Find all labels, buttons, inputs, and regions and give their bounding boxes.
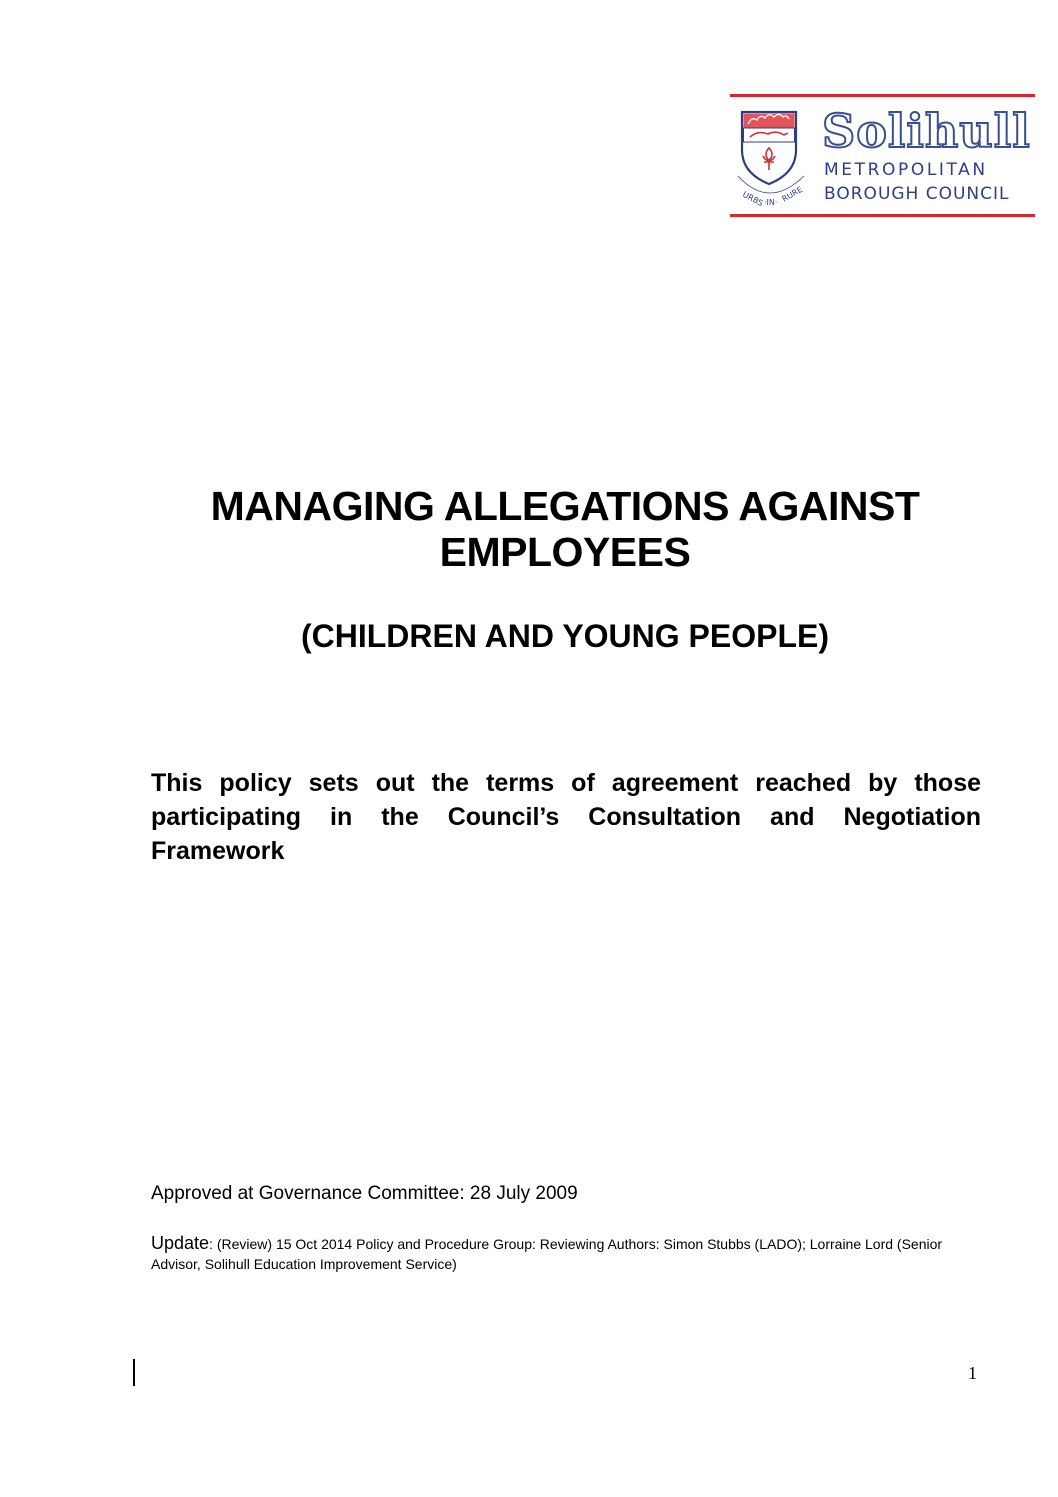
svg-text:·IN·: ·IN· xyxy=(764,198,778,207)
update-text: : (Review) 15 Oct 2014 Policy and Procedure Group: Reviewing Authors: Simon Stubbs (LADO); Lorraine Lord (Senior Advisor, Solihull Education Improvement Service) xyxy=(151,1236,943,1272)
logo-subtitle-line2: BOROUGH COUNCIL xyxy=(824,184,1010,204)
logo-top-rule xyxy=(730,94,1035,97)
approval-note: Approved at Governance Committee: 28 July 2009 xyxy=(151,1183,578,1204)
document-subtitle: (CHILDREN AND YOUNG PEOPLE) xyxy=(300,618,830,654)
council-crest-icon xyxy=(734,106,816,210)
svg-text:URBS: URBS xyxy=(741,189,765,209)
update-note xyxy=(151,1233,991,1274)
policy-statement: This policy sets out the terms of agreement reached by those participating in the Council’s Consultation and Negotiation Framework xyxy=(151,769,981,865)
document-title xyxy=(120,483,1010,575)
page-number: 1 xyxy=(968,1363,977,1383)
logo-subtitle-line1: METROPOLITAN xyxy=(824,160,988,180)
title-line-1: MANAGING ALLEGATIONS AGAINST xyxy=(210,483,920,529)
update-label: Update xyxy=(151,1233,210,1253)
council-logo xyxy=(730,94,1035,218)
logo-wordmark: Solihull xyxy=(822,104,1031,158)
title-line-2: EMPLOYEES xyxy=(439,529,691,575)
change-bar xyxy=(133,1359,135,1386)
logo-bottom-rule xyxy=(730,214,1035,217)
svg-text:RURE: RURE xyxy=(780,184,805,204)
